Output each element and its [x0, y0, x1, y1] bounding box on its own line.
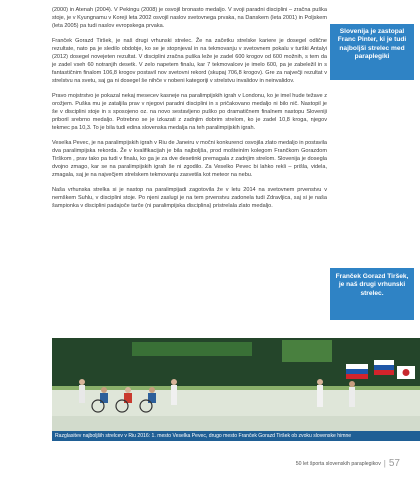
paragraph-tirsek: Franček Gorazd Tiršek, je naš drugi vrhunski strelec. Že na začetku strelske kariere je dosegel odlične rezultate, nato pa je sledilo obdobje, ko se je stopnjeval in na tekmovanju v svetovnem pokalu v turški Antalyi (2012) dosegel novejeten rezultat. V disciplini zračna puška leže je zadel 600 krogov od 600 možnih, s tem da je zadel vseh 60 notranjih desetk. V zelo napetem finalu, kar 7 tekmovalcev je imelo 600, pa je zabeležil in s fantastičnim finalom 106,8 krogov postavil nov svetovni rekord (skupaj 706,8 krogov). Gre za največji rezultat v strelstvu na svetu, saj ga ni dosegel še nihče v nobeni kategoriji v strelstvu invalidov in neinvalidov. — [52, 37, 327, 85]
sidebar-box-pinter: Slovenija je zastopal Franc Pinter, ki je tudi najboljši strelec med paraplegiki — [330, 24, 414, 80]
flag-slovenia-1 — [346, 364, 368, 379]
flag-slovenia-2 — [374, 360, 394, 375]
paragraph-intro: (2000) in Atenah (2004). V Pekingu (2008) je osvojil bronasto medaljo. V svoji paradni disciplini – zračna puška stoje, je v Kyungnamu v Koreji leta 2002 osvojil naslov svetovnega prvaka, na Danskem (leta 2001) in Poljskem (leta 2005) pa tudi naslov evropskega prvaka. — [52, 7, 327, 30]
footer-separator: | — [383, 459, 386, 468]
page-footer — [296, 458, 400, 469]
flag-korea — [397, 366, 415, 379]
sidebar-box-tirsek: Franček Gorazd Tiršek, je naš drugi vrhunski strelec. — [330, 268, 414, 320]
paragraph-suhl: Naša vrhunska strelka si je nastop na paralimpijadi zagotovila že v letu 2014 na svetovnem prvenstvu v nemškem Suhlu, v disciplini stoje. Po njeni zaslugi je na tem prvenstvu zadonela tudi Zdravljica, saj si je naša šampionka v disciplini padajoče tarče (ni paralimpijska disciplina) pristrelala zlato medaljo. — [52, 186, 327, 210]
ceremony-illustration — [52, 338, 420, 431]
paragraph-london: Pravo mojstrstvo je pokazal nekaj mesecev kasneje na paralimpijskih igrah v Londonu, ko je imel hude težave z orožjem. Puška mu je zataljila prav v njegovi paradni disciplini in s pričakovano medaljo ni bilo nič. Nastopil je še v disciplini stoje in s sposojeno oz. na novo sestavljeno puško po dramatičnem finalnem nastopu Sloveniji priboril srebrno medaljo. Potrebno se je izkazati z zadnjim dobrim strelom, ko je zadel 10,8 kroga, njegov tekmec pa 10,3. To je bila tudi edina slovenska medalja na teh paralimpijskih igrah. — [52, 92, 327, 132]
paragraph-pevec: Veselka Pevec, je na paralimpijskih igrah v Riu de Janeiru v močni konkurenci osvojila zlato medaljo in postavila dva paralimpijska rekorda. Že v kvalifikacijah je bila najboljša, prod mošteiním kolegom Frančkom Gorazdom Tirškom , prav tako pa tudi v finalu, ko ga je za dve desetinki premagala z zadnjim strelom. Slovenija je dosegla dvojno zmago, kar se na paralimpijskih igrah še ni zgodilo. Za Veselko Pevec bi lahko rekli – prišla, videla, zmagala, saj je na največjem strelskem tekmovanju zasvetila kot meteor na nebu. — [52, 139, 327, 179]
main-text-column — [52, 6, 327, 216]
page-number: 57 — [388, 458, 400, 469]
book-title: 50 let športa slovenskih paraplegikov — [295, 460, 381, 467]
award-ceremony-photo — [52, 338, 420, 431]
photo-caption: Razglasitev najboljših strelcev v Riu 2016: 1. mesto Veselka Pevec, drugo mesto Franček Gorazd Tiršek ob zvoku slovenske himne — [52, 431, 420, 441]
